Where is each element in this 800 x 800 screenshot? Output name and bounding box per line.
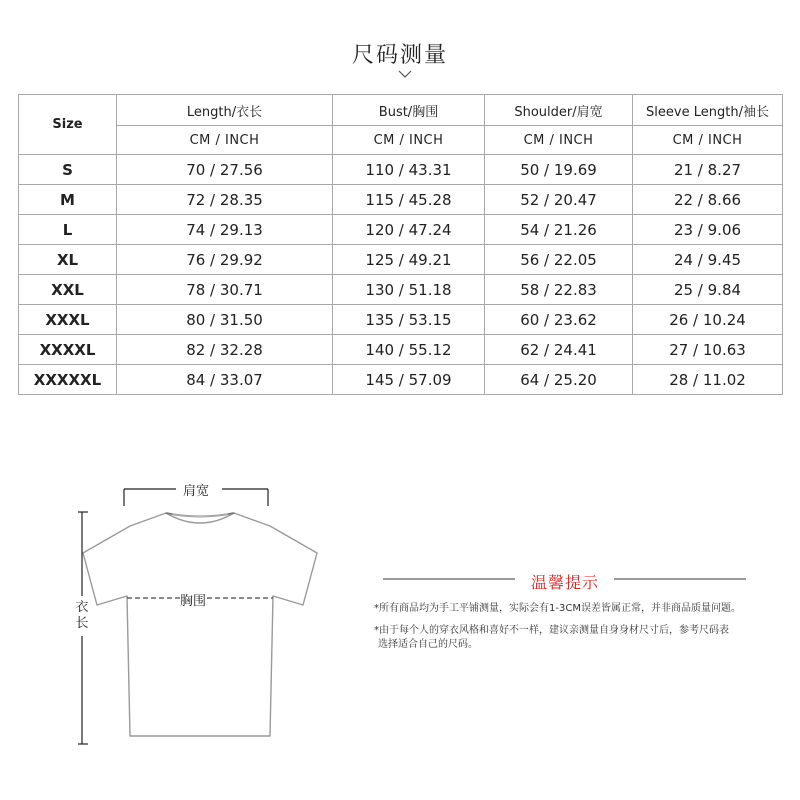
measurement-cell: 25 / 9.84 [633,275,783,305]
size-cell: M [19,185,117,215]
tip-line-2: *由于每个人的穿衣风格和喜好不一样，建议亲测量自身身材尺寸后，参考尺码表 [374,625,729,636]
size-cell: XXXXXL [19,365,117,395]
tip-line-1: *所有商品均为手工平铺测量，实际会有1-3CM误差皆属正常，并非商品质量问题。 [374,603,741,614]
measurement-cell: 58 / 22.83 [485,275,633,305]
measurement-cell: 27 / 10.63 [633,335,783,365]
measurement-cell: 21 / 8.27 [633,155,783,185]
measurement-cell: 110 / 43.31 [333,155,485,185]
measurement-cell: 26 / 10.24 [633,305,783,335]
size-cell: L [19,215,117,245]
measurement-cell: 145 / 57.09 [333,365,485,395]
size-cell: XXXL [19,305,117,335]
tip-line-3: 选择适合自己的尺码。 [378,639,478,650]
measurement-cell: 135 / 53.15 [333,305,485,335]
shoulder-label: 肩宽 [183,480,209,499]
measurement-cell: 54 / 21.26 [485,215,633,245]
measurement-cell: 115 / 45.28 [333,185,485,215]
chest-label: 胸围 [180,590,206,609]
measurement-cell: 24 / 9.45 [633,245,783,275]
column-header-bust: Bust/胸围 [333,95,485,126]
measurement-cell: 62 / 24.41 [485,335,633,365]
measurement-cell: 74 / 29.13 [117,215,333,245]
column-header-sleeve: Sleeve Length/袖长 [633,95,783,126]
page-title: 尺码测量 [351,43,448,68]
unit-label: CM / INCH [117,126,333,155]
size-cell: XL [19,245,117,275]
measurement-cell: 60 / 23.62 [485,305,633,335]
measurement-cell: 120 / 47.24 [333,215,485,245]
measurement-cell: 70 / 27.56 [117,155,333,185]
length-label: 衣长 [75,600,89,631]
measurement-cell: 28 / 11.02 [633,365,783,395]
tshirt-icon [83,513,317,736]
tips-title: 温馨提示 [530,573,599,592]
size-header: Size [19,95,117,155]
size-cell: S [19,155,117,185]
measurement-cell: 22 / 8.66 [633,185,783,215]
measurement-cell: 84 / 33.07 [117,365,333,395]
column-header-shoulder: Shoulder/肩宽 [485,95,633,126]
unit-label: CM / INCH [485,126,633,155]
unit-label: CM / INCH [333,126,485,155]
size-cell: XXL [19,275,117,305]
unit-label: CM / INCH [633,126,783,155]
measurement-cell: 125 / 49.21 [333,245,485,275]
measurement-cell: 80 / 31.50 [117,305,333,335]
size-cell: XXXXL [19,335,117,365]
measurement-cell: 56 / 22.05 [485,245,633,275]
measurement-cell: 82 / 32.28 [117,335,333,365]
measurement-cell: 78 / 30.71 [117,275,333,305]
measurement-cell: 76 / 29.92 [117,245,333,275]
measurement-cell: 23 / 9.06 [633,215,783,245]
measurement-cell: 52 / 20.47 [485,185,633,215]
measurement-cell: 140 / 55.12 [333,335,485,365]
measurement-cell: 130 / 51.18 [333,275,485,305]
measurement-cell: 72 / 28.35 [117,185,333,215]
measurement-cell: 64 / 25.20 [485,365,633,395]
measurement-cell: 50 / 19.69 [485,155,633,185]
column-header-length: Length/衣长 [117,95,333,126]
